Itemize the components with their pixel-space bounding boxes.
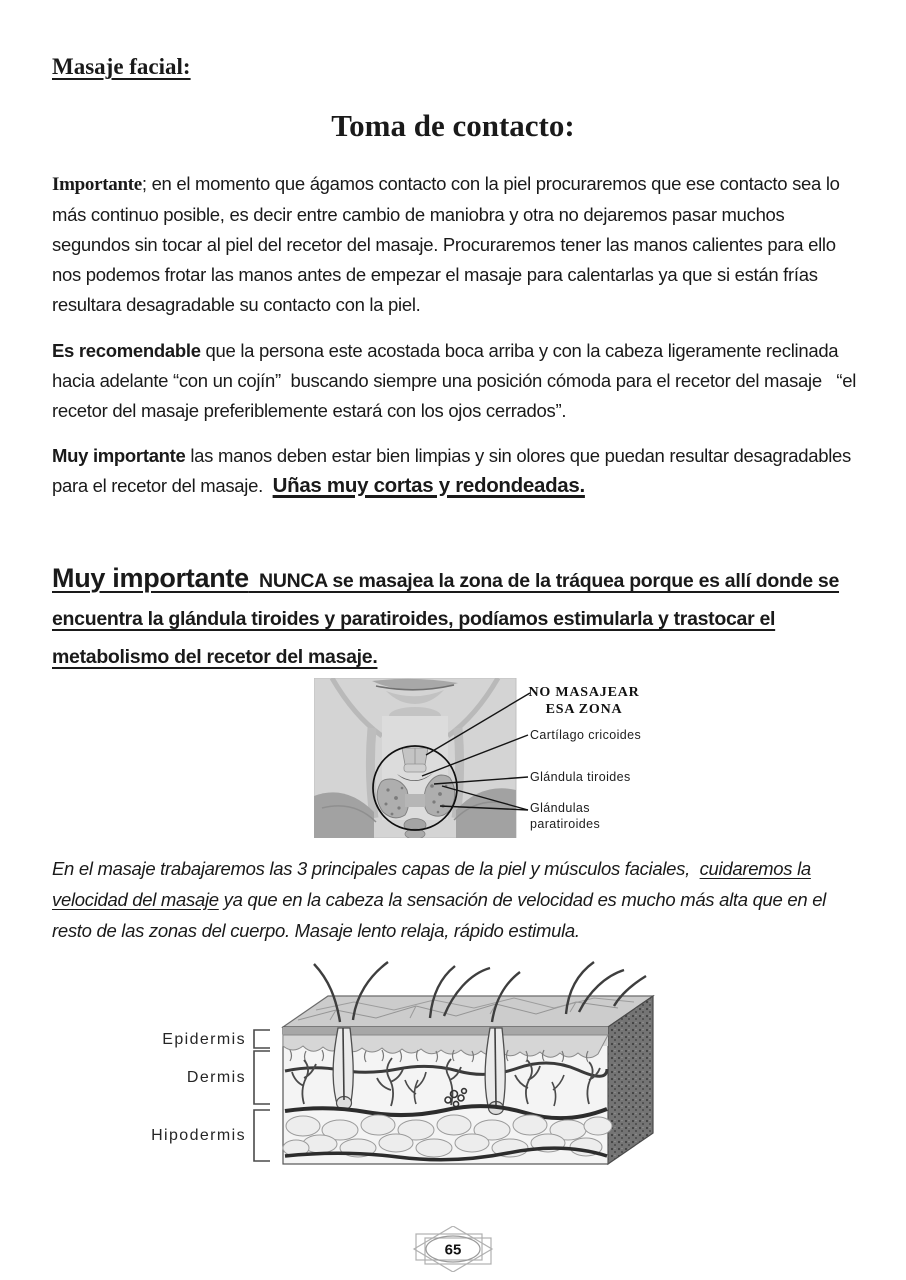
neck-anatomy-illustration: [314, 678, 652, 838]
page-number-decoration: [405, 1226, 501, 1272]
nails-emphasis: Uñas muy cortas y redondeadas.: [272, 474, 585, 497]
speed-emphasis: cuidaremos la velocidad del masaje: [52, 858, 811, 910]
no-massage-label-line2: ESA ZONA: [545, 702, 623, 717]
skin-layers-figure: [148, 958, 660, 1172]
paragraph-text: las manos deben estar bien limpias y sin olores que puedan resultar desagradables para el recetor del masaje.: [52, 445, 851, 496]
page-number: 65: [444, 1241, 462, 1259]
parathyroid-label-line1: Glándulas: [530, 801, 590, 815]
warning-text: NUNCA se masajea la zona de la tráquea porque es allí donde se encuentra la glándula tiroides y paratiroides, podíamos estimularla y trastocar el metabolismo del recetor del masaje.: [52, 570, 840, 668]
page-title: Masaje facial:: [52, 54, 191, 79]
warning-heading: [52, 559, 858, 676]
italic-text-2: ya que en la cabeza la sensación de velocidad es mucho más alta que en el resto de las zonas del cuerpo. Masaje lento relaja, rápido estimula.: [52, 889, 826, 941]
layer-brackets: [254, 1030, 270, 1161]
cricoid-label: Cartílago cricoides: [530, 728, 642, 742]
paragraph-text: ; en el momento que ágamos contacto con la piel procuraremos que ese contacto sea lo más continuo posible, es decir entre cambio de maniobra y otra no dejaremos pasar muchos segundos sin tocar al piel del recetor del masaje. Procuraremos tener las manos calientes para ello nos podemos frotar las manos antes de empezar el masaje para calentarlas ya que si están frías resultara desagradable su contacto con la piel.: [52, 173, 840, 315]
paragraph-recomendable: [52, 336, 858, 426]
hipodermis-label: Hipodermis: [151, 1127, 246, 1144]
neck-anatomy-figure: [314, 678, 652, 838]
skin-layers-illustration: [148, 958, 660, 1172]
paragraph-lead-importante: Importante: [52, 174, 142, 195]
neck-photo: [314, 678, 516, 838]
paragraph-importante: [52, 169, 858, 320]
paragraph-muy-importante: [52, 441, 858, 501]
page-number-ornament: [405, 1226, 501, 1272]
section-heading: Toma de contacto:: [331, 108, 575, 143]
warning-lead: Muy importante: [52, 563, 249, 593]
thyroid-label: Glándula tiroides: [530, 770, 631, 784]
skin-block: [283, 962, 653, 1164]
no-massage-label-line1: NO MASAJEAR: [528, 685, 640, 700]
paragraph-skin-layers: [52, 853, 864, 946]
paragraph-lead-recomendable: Es recomendable: [52, 340, 201, 361]
epidermis-label: Epidermis: [162, 1031, 246, 1048]
paragraph-lead-muy-importante: Muy importante: [52, 445, 186, 466]
paragraph-text: que la persona este acostada boca arriba y con la cabeza ligeramente reclinada hacia adelante “con un cojín” buscando siempre una posición cómoda para el recetor del masaje “el recetor del masaje preferiblemente estará con los ojos cerrados”.: [52, 340, 857, 421]
italic-text-1: En el masaje trabajaremos las 3 principales capas de la piel y músculos faciales,: [52, 858, 700, 879]
dermis-label: Dermis: [186, 1069, 246, 1086]
parathyroid-label-line2: paratiroides: [530, 817, 601, 831]
